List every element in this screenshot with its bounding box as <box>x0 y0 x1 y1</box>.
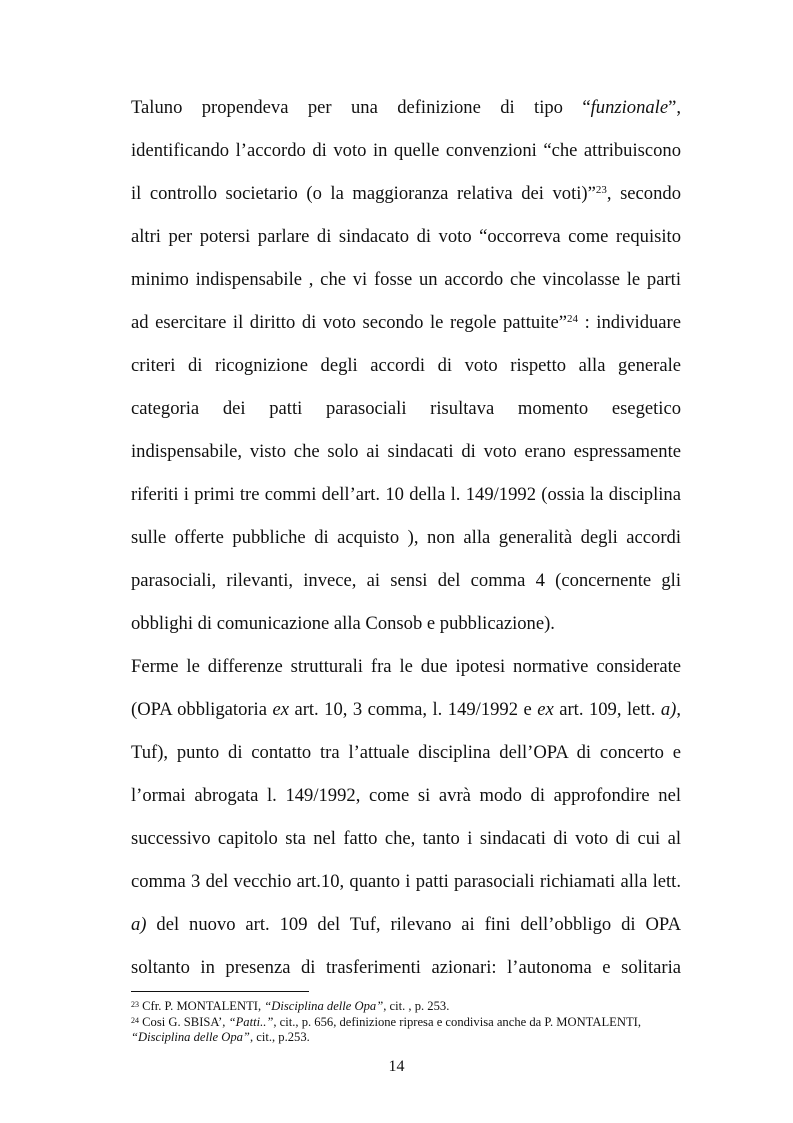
body-line-6: ad esercitare il diritto di voto secondo le regole pattuite”$^{24}$ : individuare <box>131 312 681 333</box>
body-line-15: (OPA obbligatoria ex art. 10, 3 comma, l. 149/1992 e ex art. 109, lett. a), <box>131 699 681 720</box>
footnote-ref-24: 24 <box>567 313 578 325</box>
body-line-4: altri per potersi parlare di sindacato di voto “occorreva come requisito <box>131 226 681 247</box>
body-line-8: categoria dei patti parasociali risultava momento esegetico <box>131 398 681 419</box>
body-line-2: identificando l’accordo di voto in quelle convenzioni “che attribuiscono <box>131 140 681 161</box>
body-line-10: riferiti i primi tre commi dell’art. 10 della l. 149/1992 (ossia la disciplina <box>131 484 681 505</box>
footnote-ref-23: 23 <box>595 184 607 196</box>
body-line-7: criteri di ricognizione degli accordi di voto rispetto alla generale <box>131 355 681 376</box>
body-line-16: Tuf), punto di contatto tra l’attuale disciplina dell’OPA di concerto e <box>131 742 681 763</box>
footnote-23: $^{23}$ Cfr. P. MONTALENTI, “Disciplina delle Opa”, cit. , p. 253. <box>131 999 450 1013</box>
body-line-21: soltanto in presenza di trasferimenti azionari: l’autonoma e solitaria <box>131 957 681 978</box>
body-line-12: parasociali, rilevanti, invece, ai sensi del comma 4 (concernente gli <box>131 570 681 591</box>
page-number: 14 <box>388 1058 405 1075</box>
body-line-17: l’ormai abrogata l. 149/1992, come si avrà modo di approfondire nel <box>131 785 681 806</box>
body-line-5: minimo indispensabile , che vi fosse un accordo che vincolasse le parti <box>131 269 681 290</box>
footnote-24: $^{24}$ Cosi G. SBISA’, “Patti..”, cit., p. 656, definizione ripresa e condivisa anche da P. MONTALENTI, <box>131 1015 641 1029</box>
body-line-1: Taluno propendeva per una definizione di tipo “funzionale”, <box>131 97 681 118</box>
body-line-20: a) del nuovo art. 109 del Tuf, rilevano ai fini dell’obbligo di OPA <box>131 914 681 935</box>
body-line-18: successivo capitolo sta nel fatto che, tanto i sindacati di voto di cui al <box>131 828 681 849</box>
body-line-11: sulle offerte pubbliche di acquisto ), non alla generalità degli accordi <box>131 527 681 548</box>
body-line-14: Ferme le differenze strutturali fra le due ipotesi normative considerate <box>131 656 681 677</box>
footnote-24-continued: “Disciplina delle Opa”, cit., p.253. <box>131 1030 310 1044</box>
body-line-3: il controllo societario (o la maggioranza relativa dei voti)”$^{23}$, secondo <box>131 183 681 204</box>
body-line-19: comma 3 del vecchio art.10, quanto i patti parasociali richiamati alla lett. <box>131 871 681 892</box>
body-line-9: indispensabile, visto che solo ai sindacati di voto erano espressamente <box>131 441 681 462</box>
body-line-13: obblighi di comunicazione alla Consob e pubblicazione). <box>131 613 555 634</box>
footnote-separator <box>131 991 309 992</box>
